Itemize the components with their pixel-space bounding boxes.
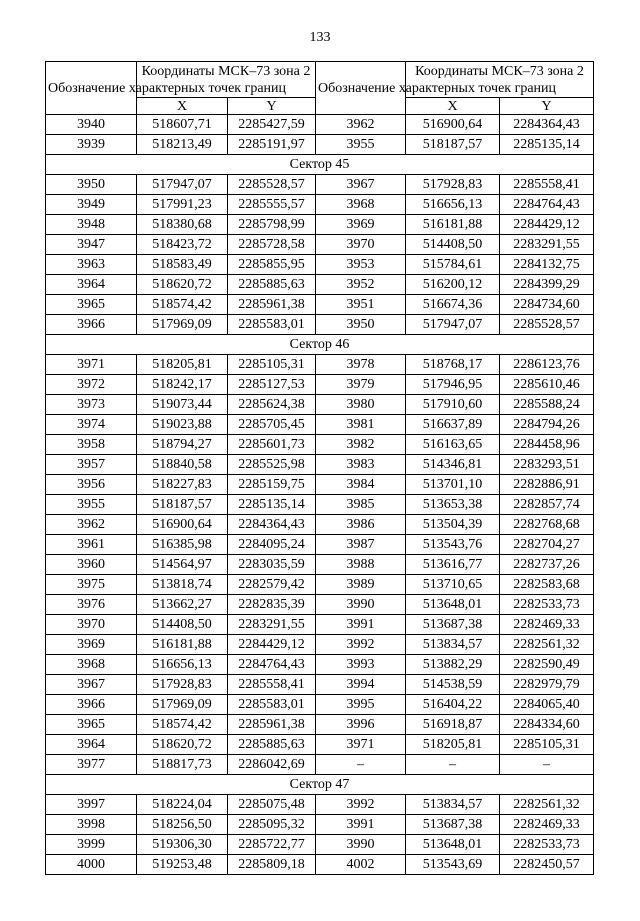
x-cell: 519073,44 [137, 395, 228, 415]
x-cell: 516656,13 [406, 195, 500, 215]
point-id-cell: 3994 [316, 675, 406, 695]
x-cell: 518187,57 [137, 495, 228, 515]
table-row [46, 375, 594, 395]
point-id-cell: 3968 [46, 655, 137, 675]
x-cell: 513648,01 [406, 835, 500, 855]
x-cell: 517928,83 [137, 675, 228, 695]
y-cell: 2285961,38 [228, 295, 316, 315]
y-cell: 2285798,99 [228, 215, 316, 235]
y-cell: 2285601,73 [228, 435, 316, 455]
table-row [46, 675, 594, 695]
point-id-cell: 4000 [46, 855, 137, 875]
point-id-cell: 3966 [46, 695, 137, 715]
y-cell: 2285809,18 [228, 855, 316, 875]
y-cell: 2282886,91 [500, 475, 594, 495]
point-id-cell: 3974 [46, 415, 137, 435]
point-id-cell: 3992 [316, 635, 406, 655]
table-row [46, 635, 594, 655]
point-id-cell: 3970 [46, 615, 137, 635]
point-id-cell: 3982 [316, 435, 406, 455]
sector-title: Сектор 47 [46, 775, 594, 795]
x-cell: 518768,17 [406, 355, 500, 375]
x-cell: 516181,88 [406, 215, 500, 235]
table-row [46, 835, 594, 855]
point-label-header-left: Обозначение характерных точек границ [46, 62, 137, 115]
y-cell: 2285558,41 [500, 175, 594, 195]
y-cell: 2285610,46 [500, 375, 594, 395]
point-id-cell: 3985 [316, 495, 406, 515]
point-id-cell: 3970 [316, 235, 406, 255]
point-id-cell: 3971 [46, 355, 137, 375]
x-cell: 519023,88 [137, 415, 228, 435]
point-id-cell: 3987 [316, 535, 406, 555]
y-cell: 2284764,43 [500, 195, 594, 215]
sector-heading-row [46, 335, 594, 355]
sector-heading-row [46, 155, 594, 175]
x-cell: 516656,13 [137, 655, 228, 675]
table-row [46, 415, 594, 435]
point-id-cell: 3960 [46, 555, 137, 575]
y-cell: 2284794,26 [500, 415, 594, 435]
y-cell: 2286123,76 [500, 355, 594, 375]
x-cell: 518224,04 [137, 795, 228, 815]
x-cell: 514538,59 [406, 675, 500, 695]
y-cell: 2284399,29 [500, 275, 594, 295]
y-cell: 2285728,58 [228, 235, 316, 255]
y-cell: 2283035,59 [228, 555, 316, 575]
x-cell: 516163,65 [406, 435, 500, 455]
point-id-cell: 3961 [46, 535, 137, 555]
y-cell: 2285555,57 [228, 195, 316, 215]
page-number: 133 [309, 30, 331, 45]
table-row [46, 755, 594, 775]
table-row [46, 595, 594, 615]
point-id-cell: 3967 [316, 175, 406, 195]
x-cell: 516900,64 [137, 515, 228, 535]
point-id-cell: 3958 [46, 435, 137, 455]
y-cell: 2282450,57 [500, 855, 594, 875]
table-row [46, 395, 594, 415]
point-id-cell: 3964 [46, 735, 137, 755]
x-cell: 514408,50 [406, 235, 500, 255]
table-row [46, 815, 594, 835]
point-id-cell: – [316, 755, 406, 775]
table-row [46, 455, 594, 475]
x-cell: 516385,98 [137, 535, 228, 555]
x-cell: 514408,50 [137, 615, 228, 635]
x-cell: 518380,68 [137, 215, 228, 235]
y-cell: 2284429,12 [500, 215, 594, 235]
y-cell: 2284334,60 [500, 715, 594, 735]
table-row [46, 315, 594, 335]
x-cell: 517946,95 [406, 375, 500, 395]
table-row [46, 655, 594, 675]
y-cell: 2282704,27 [500, 535, 594, 555]
point-id-cell: 3963 [46, 255, 137, 275]
point-id-cell: 3957 [46, 455, 137, 475]
point-id-cell: 3950 [316, 315, 406, 335]
point-id-cell: 3967 [46, 675, 137, 695]
y-header-left: Y [228, 98, 316, 115]
table-row [46, 195, 594, 215]
table-row [46, 275, 594, 295]
y-header-right: Y [500, 98, 594, 115]
x-cell: – [406, 755, 500, 775]
y-cell: 2285588,24 [500, 395, 594, 415]
y-cell: 2282835,39 [228, 595, 316, 615]
table-row [46, 515, 594, 535]
coords-group-header-left: Координаты МСК–73 зона 2 [137, 62, 316, 98]
y-cell: 2285558,41 [228, 675, 316, 695]
x-cell: 518256,50 [137, 815, 228, 835]
table-row [46, 235, 594, 255]
point-id-cell: 3956 [46, 475, 137, 495]
y-cell: 2284458,96 [500, 435, 594, 455]
x-cell: 513543,76 [406, 535, 500, 555]
y-cell: 2285525,98 [228, 455, 316, 475]
x-cell: 518840,58 [137, 455, 228, 475]
point-id-cell: 3986 [316, 515, 406, 535]
table-row [46, 735, 594, 755]
x-cell: 518583,49 [137, 255, 228, 275]
x-cell: 513616,77 [406, 555, 500, 575]
point-id-cell: 3992 [316, 795, 406, 815]
table-row [46, 715, 594, 735]
point-id-cell: 3968 [316, 195, 406, 215]
x-cell: 517910,60 [406, 395, 500, 415]
table-row [46, 475, 594, 495]
table-row [46, 435, 594, 455]
point-id-cell: 3990 [316, 595, 406, 615]
x-cell: 518213,49 [137, 135, 228, 155]
point-id-cell: 3997 [46, 795, 137, 815]
point-id-cell: 3948 [46, 215, 137, 235]
coordinates-table [45, 61, 594, 875]
point-id-cell: 3950 [46, 175, 137, 195]
y-cell: 2282561,32 [500, 635, 594, 655]
table-row [46, 175, 594, 195]
point-id-cell: 3965 [46, 715, 137, 735]
y-cell: – [500, 755, 594, 775]
point-id-cell: 3988 [316, 555, 406, 575]
point-id-cell: 3939 [46, 135, 137, 155]
coords-group-header-right: Координаты МСК–73 зона 2 [406, 62, 594, 98]
point-id-cell: 3995 [316, 695, 406, 715]
y-cell: 2283291,55 [500, 235, 594, 255]
y-cell: 2284734,60 [500, 295, 594, 315]
y-cell: 2282768,68 [500, 515, 594, 535]
y-cell: 2284364,43 [500, 115, 594, 135]
x-cell: 516404,22 [406, 695, 500, 715]
x-cell: 513818,74 [137, 575, 228, 595]
point-id-cell: 3962 [46, 515, 137, 535]
y-cell: 2285722,77 [228, 835, 316, 855]
y-cell: 2284764,43 [228, 655, 316, 675]
point-id-cell: 3983 [316, 455, 406, 475]
x-cell: 514564,97 [137, 555, 228, 575]
y-cell: 2285583,01 [228, 315, 316, 335]
point-id-cell: 3991 [316, 615, 406, 635]
x-cell: 513834,57 [406, 795, 500, 815]
x-cell: 513834,57 [406, 635, 500, 655]
point-id-cell: 3951 [316, 295, 406, 315]
x-cell: 513504,39 [406, 515, 500, 535]
x-cell: 516637,89 [406, 415, 500, 435]
y-cell: 2282561,32 [500, 795, 594, 815]
point-id-cell: 3980 [316, 395, 406, 415]
y-cell: 2285427,59 [228, 115, 316, 135]
x-cell: 515784,61 [406, 255, 500, 275]
point-id-cell: 3969 [46, 635, 137, 655]
y-cell: 2285075,48 [228, 795, 316, 815]
point-id-cell: 3947 [46, 235, 137, 255]
y-cell: 2284364,43 [228, 515, 316, 535]
y-cell: 2284095,24 [228, 535, 316, 555]
x-cell: 513701,10 [406, 475, 500, 495]
y-cell: 2282979,79 [500, 675, 594, 695]
y-cell: 2282590,49 [500, 655, 594, 675]
y-cell: 2285705,45 [228, 415, 316, 435]
x-cell: 513882,29 [406, 655, 500, 675]
table-header [46, 62, 594, 115]
y-cell: 2282583,68 [500, 575, 594, 595]
point-id-cell: 3964 [46, 275, 137, 295]
x-cell: 518574,42 [137, 295, 228, 315]
point-id-cell: 3981 [316, 415, 406, 435]
y-cell: 2285885,63 [228, 735, 316, 755]
point-id-cell: 3952 [316, 275, 406, 295]
table-row [46, 295, 594, 315]
y-cell: 2283291,55 [228, 615, 316, 635]
point-id-cell: 3999 [46, 835, 137, 855]
y-cell: 2285105,31 [228, 355, 316, 375]
table-row [46, 355, 594, 375]
y-cell: 2282533,73 [500, 595, 594, 615]
x-cell: 519306,30 [137, 835, 228, 855]
point-id-cell: 3949 [46, 195, 137, 215]
table-row [46, 575, 594, 595]
sector-title: Сектор 46 [46, 335, 594, 355]
x-cell: 517991,23 [137, 195, 228, 215]
y-cell: 2285624,38 [228, 395, 316, 415]
table-row [46, 555, 594, 575]
y-cell: 2282857,74 [500, 495, 594, 515]
point-id-cell: 3977 [46, 755, 137, 775]
y-cell: 2285135,14 [500, 135, 594, 155]
point-id-cell: 3993 [316, 655, 406, 675]
x-cell: 513687,38 [406, 615, 500, 635]
point-id-cell: 3989 [316, 575, 406, 595]
y-cell: 2284065,40 [500, 695, 594, 715]
y-cell: 2285583,01 [228, 695, 316, 715]
x-cell: 517969,09 [137, 695, 228, 715]
x-cell: 518817,73 [137, 755, 228, 775]
point-id-cell: 3998 [46, 815, 137, 835]
y-cell: 2285855,95 [228, 255, 316, 275]
point-id-cell: 3979 [316, 375, 406, 395]
point-id-cell: 3962 [316, 115, 406, 135]
table-row [46, 215, 594, 235]
point-id-cell: 3976 [46, 595, 137, 615]
point-label-header-right: Обозначение характерных точек границ [316, 62, 406, 115]
x-cell: 518205,81 [137, 355, 228, 375]
x-header-left: X [137, 98, 228, 115]
y-cell: 2282579,42 [228, 575, 316, 595]
table-row [46, 695, 594, 715]
table-row [46, 535, 594, 555]
x-cell: 518227,83 [137, 475, 228, 495]
x-cell: 513653,38 [406, 495, 500, 515]
point-id-cell: 3973 [46, 395, 137, 415]
x-cell: 513662,27 [137, 595, 228, 615]
point-id-cell: 3990 [316, 835, 406, 855]
x-cell: 513710,65 [406, 575, 500, 595]
x-cell: 518607,71 [137, 115, 228, 135]
point-id-cell: 3978 [316, 355, 406, 375]
y-cell: 2286042,69 [228, 755, 316, 775]
x-cell: 514346,81 [406, 455, 500, 475]
sector-title: Сектор 45 [46, 155, 594, 175]
point-id-cell: 3972 [46, 375, 137, 395]
y-cell: 2285135,14 [228, 495, 316, 515]
x-cell: 518620,72 [137, 735, 228, 755]
table-row [46, 115, 594, 135]
x-cell: 517947,07 [137, 175, 228, 195]
x-cell: 516900,64 [406, 115, 500, 135]
y-cell: 2285105,31 [500, 735, 594, 755]
x-cell: 518242,17 [137, 375, 228, 395]
y-cell: 2285127,53 [228, 375, 316, 395]
x-cell: 518187,57 [406, 135, 500, 155]
table-row [46, 135, 594, 155]
table-row [46, 495, 594, 515]
point-id-cell: 4002 [316, 855, 406, 875]
x-cell: 518423,72 [137, 235, 228, 255]
table-row [46, 855, 594, 875]
sector-heading-row [46, 775, 594, 795]
point-id-cell: 3955 [316, 135, 406, 155]
x-cell: 517928,83 [406, 175, 500, 195]
y-cell: 2285528,57 [228, 175, 316, 195]
x-cell: 518620,72 [137, 275, 228, 295]
point-id-cell: 3984 [316, 475, 406, 495]
table-body [46, 115, 594, 875]
point-id-cell: 3971 [316, 735, 406, 755]
y-cell: 2283293,51 [500, 455, 594, 475]
point-id-cell: 3953 [316, 255, 406, 275]
x-cell: 518205,81 [406, 735, 500, 755]
y-cell: 2282469,33 [500, 615, 594, 635]
x-cell: 517947,07 [406, 315, 500, 335]
y-cell: 2284429,12 [228, 635, 316, 655]
x-cell: 516181,88 [137, 635, 228, 655]
table-row [46, 255, 594, 275]
y-cell: 2282533,73 [500, 835, 594, 855]
y-cell: 2285961,38 [228, 715, 316, 735]
x-cell: 516918,87 [406, 715, 500, 735]
x-cell: 516200,12 [406, 275, 500, 295]
point-id-cell: 3940 [46, 115, 137, 135]
point-id-cell: 3955 [46, 495, 137, 515]
x-cell: 516674,36 [406, 295, 500, 315]
point-id-cell: 3966 [46, 315, 137, 335]
point-id-cell: 3996 [316, 715, 406, 735]
y-cell: 2285191,97 [228, 135, 316, 155]
x-header-right: X [406, 98, 500, 115]
x-cell: 513648,01 [406, 595, 500, 615]
point-id-cell: 3991 [316, 815, 406, 835]
point-id-cell: 3969 [316, 215, 406, 235]
table-row [46, 795, 594, 815]
y-cell: 2284132,75 [500, 255, 594, 275]
y-cell: 2282737,26 [500, 555, 594, 575]
point-id-cell: 3965 [46, 295, 137, 315]
x-cell: 513543,69 [406, 855, 500, 875]
y-cell: 2285885,63 [228, 275, 316, 295]
y-cell: 2285095,32 [228, 815, 316, 835]
y-cell: 2282469,33 [500, 815, 594, 835]
point-id-cell: 3975 [46, 575, 137, 595]
x-cell: 518574,42 [137, 715, 228, 735]
y-cell: 2285159,75 [228, 475, 316, 495]
y-cell: 2285528,57 [500, 315, 594, 335]
table-row [46, 615, 594, 635]
x-cell: 517969,09 [137, 315, 228, 335]
x-cell: 519253,48 [137, 855, 228, 875]
x-cell: 513687,38 [406, 815, 500, 835]
x-cell: 518794,27 [137, 435, 228, 455]
